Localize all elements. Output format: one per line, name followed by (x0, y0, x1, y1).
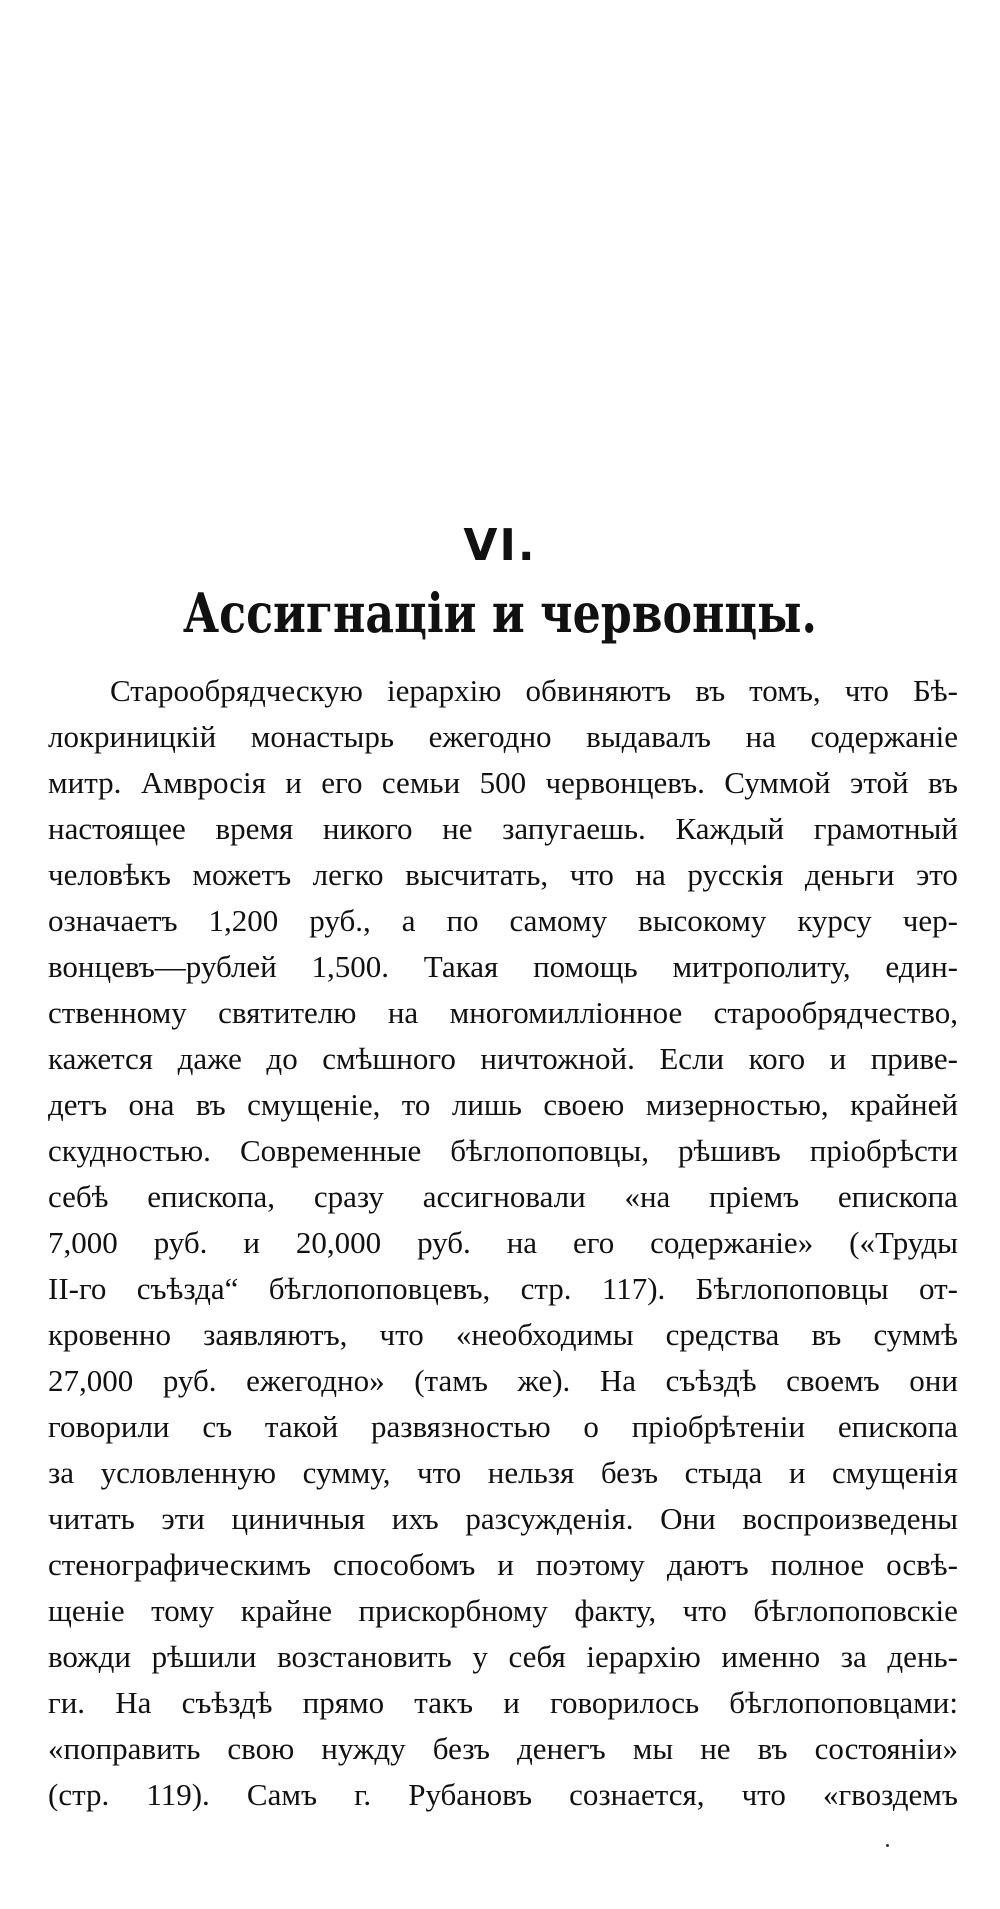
text-line: говорили съ такой развязностью о пріобрѣтеніи епископа (48, 1409, 958, 1444)
text-line: митр. Амвросія и его семьи 500 червонцевъ. Суммой этой въ (48, 765, 958, 800)
text-line: II-го съѣзда“ бѣглопоповцевъ, стр. 117). Бѣглопоповцы от- (48, 1271, 958, 1306)
chapter-number: VI. (463, 520, 537, 571)
text-line: вожди рѣшили возстановить у себя іерархію именно за день- (48, 1639, 958, 1674)
body-text (48, 668, 958, 1818)
text-line: означаетъ 1,200 руб., а по самому высокому курсу чер- (48, 903, 958, 938)
text-line: (стр. 119). Самъ г. Рубановъ сознается, что «гвоздемъ (48, 1777, 958, 1812)
text-line: «поправить свою нужду безъ денегъ мы не въ состояніи» (48, 1731, 958, 1766)
text-line: ги. На съѣздѣ прямо такъ и говорилось бѣглопоповцами: (48, 1685, 958, 1720)
text-line: кровенно заявляютъ, что «необходимы средства въ суммѣ (48, 1317, 958, 1352)
chapter-title: Ассигнаціи и червонцы. (183, 581, 817, 645)
text-line: детъ она въ смущеніе, то лишь своею мизерностью, крайней (48, 1087, 958, 1122)
text-line: стенографическимъ способомъ и поэтому даютъ полное освѣ- (48, 1547, 958, 1582)
text-line: вонцевъ—рублей 1,500. Такая помощь митрополиту, един- (48, 949, 958, 984)
text-line: читать эти циничныя ихъ разсужденія. Они воспроизведены (48, 1501, 958, 1536)
text-line: щеніе тому крайне прискорбному факту, что бѣглопоповскіе (48, 1593, 958, 1628)
text-line: локриницкій монастырь ежегодно выдавалъ на содержаніе (48, 719, 958, 754)
text-line: ственному святителю на многомилліонное старообрядчество, (48, 995, 958, 1030)
text-line: себѣ епископа, сразу ассигновали «на пріемъ епископа (48, 1179, 958, 1214)
text-line: кажется даже до смѣшного ничтожной. Если кого и приве- (48, 1041, 958, 1076)
text-line: человѣкъ можетъ легко высчитать, что на русскія деньги это (48, 857, 958, 892)
text-line: 7,000 руб. и 20,000 руб. на его содержаніе» («Труды (48, 1225, 958, 1260)
text-line: скудностью. Современные бѣглопоповцы, рѣшивъ пріобрѣсти (48, 1133, 958, 1168)
print-speck (886, 1844, 889, 1847)
text-line: за условленную сумму, что нельзя безъ стыда и смущенія (48, 1455, 958, 1490)
text-line: Старообрядческую іерархію обвиняютъ въ томъ, что Бѣ- (110, 673, 958, 708)
text-line: настоящее время никого не запугаешь. Каждый грамотный (48, 811, 958, 846)
text-line: 27,000 руб. ежегодно» (тамъ же). На съѣздѣ своемъ они (48, 1363, 958, 1398)
